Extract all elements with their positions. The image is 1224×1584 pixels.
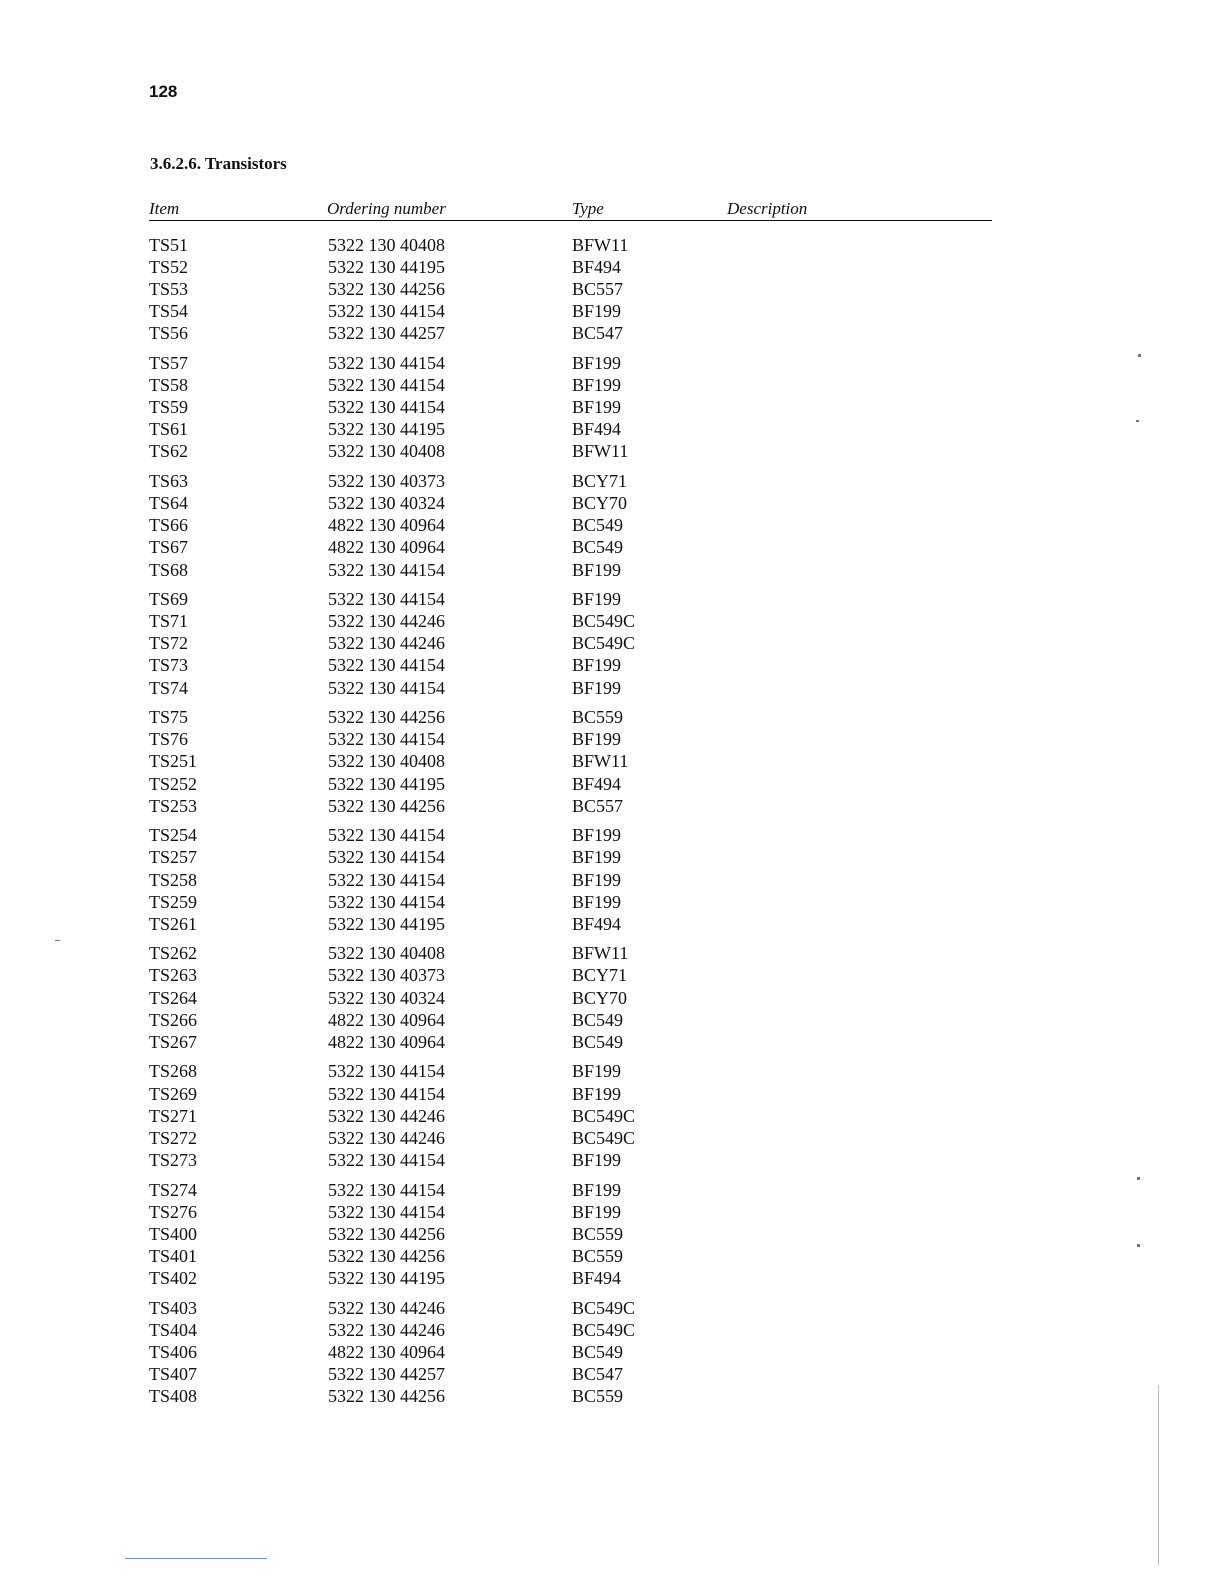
cell-item: TS257 [149, 847, 198, 868]
table-row [149, 536, 992, 558]
cell-type: BF199 [572, 353, 622, 374]
cell-item: TS68 [149, 559, 189, 580]
cell-item: TS268 [149, 1061, 198, 1082]
cell-ordering-number: 5322 130 44246 [328, 1297, 445, 1318]
table-row [149, 1363, 992, 1385]
cell-ordering-number: 5322 130 44246 [328, 633, 445, 654]
cell-ordering-number: 4822 130 40964 [328, 1341, 445, 1362]
cell-item: TS64 [149, 493, 189, 514]
row-group [149, 706, 992, 816]
scan-speck [1137, 1244, 1140, 1247]
cell-ordering-number: 5322 130 44154 [328, 1179, 445, 1200]
cell-ordering-number: 5322 130 44257 [328, 1363, 445, 1384]
cell-item: TS274 [149, 1179, 198, 1200]
cell-type: BF199 [572, 375, 622, 396]
table-row [149, 1341, 992, 1363]
cell-item: TS406 [149, 1341, 198, 1362]
cell-item: TS51 [149, 235, 189, 255]
cell-ordering-number: 5322 130 44195 [328, 773, 445, 794]
cell-type: BCY71 [572, 471, 628, 492]
cell-ordering-number: 5322 130 44154 [328, 655, 445, 676]
cell-type: BC549 [572, 1009, 624, 1030]
cell-ordering-number: 5322 130 44154 [328, 847, 445, 868]
cell-type: BF199 [572, 847, 622, 868]
table-row [149, 440, 992, 462]
cell-type: BC549C [572, 611, 636, 632]
scan-speck [1138, 354, 1141, 357]
scan-speck [55, 940, 60, 941]
column-header-ordering-number: Ordering number [327, 199, 446, 218]
cell-ordering-number: 4822 130 40964 [328, 537, 445, 558]
cell-item: TS63 [149, 471, 189, 492]
cell-item: TS271 [149, 1105, 198, 1126]
cell-type: BF199 [572, 1179, 622, 1200]
cell-item: TS61 [149, 419, 189, 440]
cell-ordering-number: 5322 130 40324 [328, 987, 445, 1008]
row-group [149, 942, 992, 1052]
cell-type: BF199 [572, 729, 622, 750]
cell-ordering-number: 5322 130 44256 [328, 279, 445, 300]
cell-item: TS71 [149, 611, 189, 632]
cell-type: BC559 [572, 1245, 624, 1266]
cell-type: BF494 [572, 1267, 622, 1288]
cell-item: TS62 [149, 441, 189, 462]
cell-type: BF199 [572, 559, 622, 580]
cell-ordering-number: 5322 130 44154 [328, 559, 445, 580]
cell-type: BC559 [572, 707, 624, 728]
row-group [149, 234, 992, 344]
column-header-item: Item [149, 199, 180, 218]
cell-item: TS72 [149, 633, 189, 654]
cell-ordering-number: 5322 130 40408 [328, 751, 445, 772]
cell-item: TS262 [149, 943, 198, 964]
cell-type: BF199 [572, 301, 622, 322]
cell-item: TS259 [149, 891, 198, 912]
cell-type: BC559 [572, 1385, 624, 1406]
cell-item: TS73 [149, 655, 189, 676]
cell-type: BCY70 [572, 493, 628, 514]
cell-type: BF199 [572, 869, 622, 890]
cell-item: TS273 [149, 1149, 198, 1170]
cell-type: BF199 [572, 1061, 622, 1082]
cell-ordering-number: 5322 130 40324 [328, 493, 445, 514]
cell-type: BF199 [572, 1201, 622, 1222]
cell-ordering-number: 5322 130 40408 [328, 943, 445, 964]
table-header [149, 196, 992, 221]
table-row [149, 396, 992, 418]
cell-item: TS254 [149, 825, 198, 846]
table-row [149, 654, 992, 676]
cell-ordering-number: 5322 130 44257 [328, 323, 445, 344]
cell-type: BCY70 [572, 987, 628, 1008]
cell-type: BC547 [572, 1363, 624, 1384]
table-row [149, 942, 992, 964]
cell-ordering-number: 5322 130 40373 [328, 471, 445, 492]
table-row [149, 374, 992, 396]
cell-type: BC549C [572, 1297, 636, 1318]
cell-item: TS251 [149, 751, 198, 772]
cell-item: TS276 [149, 1201, 198, 1222]
cell-ordering-number: 4822 130 40964 [328, 1009, 445, 1030]
table-row [149, 1223, 992, 1245]
cell-item: TS252 [149, 773, 198, 794]
table-row [149, 1297, 992, 1319]
table-row [149, 1149, 992, 1171]
table-row [149, 795, 992, 817]
cell-type: BC557 [572, 795, 624, 816]
table-row [149, 632, 992, 654]
table-row [149, 352, 992, 374]
cell-type: BC549C [572, 1127, 636, 1148]
table-row [149, 322, 992, 344]
cell-type: BF494 [572, 773, 622, 794]
cell-type: BFW11 [572, 441, 629, 462]
cell-ordering-number: 5322 130 44256 [328, 707, 445, 728]
cell-ordering-number: 5322 130 44246 [328, 1127, 445, 1148]
cell-item: TS58 [149, 375, 189, 396]
cell-ordering-number: 5322 130 44154 [328, 869, 445, 890]
page-number: 128 [149, 82, 178, 101]
table-row [149, 728, 992, 750]
cell-type: BF494 [572, 913, 622, 934]
row-group [149, 1297, 992, 1407]
table-row [149, 846, 992, 868]
cell-ordering-number: 5322 130 44195 [328, 257, 445, 278]
column-header-type: Type [572, 199, 604, 218]
cell-ordering-number: 5322 130 44154 [328, 397, 445, 418]
table-row [149, 1245, 992, 1267]
footnote-rule [125, 1558, 267, 1559]
cell-ordering-number: 5322 130 44154 [328, 301, 445, 322]
section-title: 3.6.2.6. Transistors [150, 154, 287, 173]
table-row [149, 1105, 992, 1127]
cell-type: BC549 [572, 1341, 624, 1362]
table-row [149, 1031, 992, 1053]
cell-item: TS263 [149, 965, 198, 986]
cell-item: TS264 [149, 987, 198, 1008]
cell-ordering-number: 5322 130 44256 [328, 1245, 445, 1266]
cell-ordering-number: 5322 130 40408 [328, 441, 445, 462]
row-group [149, 1179, 992, 1289]
table-row [149, 869, 992, 891]
cell-ordering-number: 5322 130 44246 [328, 611, 445, 632]
table-row [149, 256, 992, 278]
cell-type: BC549 [572, 1031, 624, 1052]
cell-item: TS54 [149, 301, 189, 322]
cell-type: BC557 [572, 279, 624, 300]
cell-type: BCY71 [572, 965, 628, 986]
table-row [149, 588, 992, 610]
cell-item: TS53 [149, 279, 189, 300]
cell-ordering-number: 5322 130 44246 [328, 1319, 445, 1340]
cell-ordering-number: 5322 130 44154 [328, 677, 445, 698]
table-row [149, 1385, 992, 1407]
cell-item: TS75 [149, 707, 189, 728]
cell-item: TS69 [149, 589, 189, 610]
table-row [149, 750, 992, 772]
cell-item: TS269 [149, 1083, 198, 1104]
table-row [149, 773, 992, 795]
cell-item: TS253 [149, 795, 198, 816]
parts-table [149, 234, 992, 1415]
cell-item: TS57 [149, 353, 189, 374]
table-row [149, 913, 992, 935]
cell-ordering-number: 5322 130 44256 [328, 1223, 445, 1244]
cell-type: BC549 [572, 515, 624, 536]
cell-type: BC547 [572, 323, 624, 344]
cell-ordering-number: 5322 130 44154 [328, 353, 445, 374]
cell-type: BFW11 [572, 235, 629, 255]
table-row [149, 706, 992, 728]
cell-item: TS403 [149, 1297, 198, 1318]
cell-ordering-number: 5322 130 44246 [328, 1105, 445, 1126]
table-row [149, 470, 992, 492]
cell-item: TS272 [149, 1127, 198, 1148]
table-row [149, 492, 992, 514]
table-row [149, 1127, 992, 1149]
cell-type: BC549C [572, 1319, 636, 1340]
cell-type: BFW11 [572, 751, 629, 772]
cell-item: TS400 [149, 1223, 198, 1244]
table-row [149, 987, 992, 1009]
cell-ordering-number: 4822 130 40964 [328, 515, 445, 536]
cell-type: BC549C [572, 633, 636, 654]
table-row [149, 824, 992, 846]
cell-type: BF494 [572, 257, 622, 278]
cell-ordering-number: 5322 130 44154 [328, 1201, 445, 1222]
cell-ordering-number: 5322 130 44195 [328, 913, 445, 934]
table-row [149, 677, 992, 699]
scan-margin-line [1158, 1385, 1159, 1565]
table-row [149, 418, 992, 440]
cell-item: TS404 [149, 1319, 198, 1340]
cell-item: TS402 [149, 1267, 198, 1288]
table-row [149, 1060, 992, 1082]
table-row [149, 1009, 992, 1031]
cell-ordering-number: 5322 130 40373 [328, 965, 445, 986]
row-group [149, 1060, 992, 1170]
cell-item: TS258 [149, 869, 198, 890]
scan-speck [1137, 1177, 1140, 1180]
table-row [149, 964, 992, 986]
cell-type: BC549C [572, 1105, 636, 1126]
cell-type: BF199 [572, 677, 622, 698]
cell-type: BF199 [572, 397, 622, 418]
cell-type: BF199 [572, 589, 622, 610]
cell-item: TS267 [149, 1031, 198, 1052]
cell-ordering-number: 5322 130 44154 [328, 729, 445, 750]
table-row [149, 559, 992, 581]
cell-item: TS66 [149, 515, 189, 536]
cell-ordering-number: 5322 130 40408 [328, 235, 445, 255]
table-row [149, 514, 992, 536]
cell-ordering-number: 5322 130 44154 [328, 1061, 445, 1082]
cell-ordering-number: 4822 130 40964 [328, 1031, 445, 1052]
cell-ordering-number: 5322 130 44256 [328, 1385, 445, 1406]
cell-ordering-number: 5322 130 44154 [328, 1149, 445, 1170]
cell-type: BF199 [572, 655, 622, 676]
table-row [149, 234, 992, 256]
cell-item: TS408 [149, 1385, 198, 1406]
cell-ordering-number: 5322 130 44154 [328, 1083, 445, 1104]
cell-ordering-number: 5322 130 44195 [328, 419, 445, 440]
scan-speck [1136, 420, 1139, 422]
table-row [149, 891, 992, 913]
cell-ordering-number: 5322 130 44256 [328, 795, 445, 816]
cell-item: TS74 [149, 677, 189, 698]
table-row [149, 1201, 992, 1223]
table-row [149, 1179, 992, 1201]
cell-type: BC549 [572, 537, 624, 558]
table-row [149, 278, 992, 300]
cell-ordering-number: 5322 130 44154 [328, 891, 445, 912]
table-row [149, 1083, 992, 1105]
cell-item: TS76 [149, 729, 189, 750]
table-row [149, 610, 992, 632]
cell-type: BFW11 [572, 943, 629, 964]
cell-item: TS261 [149, 913, 198, 934]
row-group [149, 824, 992, 934]
table-row [149, 300, 992, 322]
cell-type: BF494 [572, 419, 622, 440]
row-group [149, 352, 992, 462]
cell-ordering-number: 5322 130 44154 [328, 589, 445, 610]
cell-type: BF199 [572, 1149, 622, 1170]
cell-type: BF199 [572, 1083, 622, 1104]
cell-item: TS52 [149, 257, 189, 278]
cell-item: TS67 [149, 537, 189, 558]
row-group [149, 470, 992, 580]
cell-ordering-number: 5322 130 44154 [328, 375, 445, 396]
table-row [149, 1267, 992, 1289]
table-row [149, 1319, 992, 1341]
row-group [149, 588, 992, 698]
column-header-description: Description [727, 199, 808, 218]
cell-type: BF199 [572, 891, 622, 912]
cell-item: TS401 [149, 1245, 198, 1266]
cell-item: TS56 [149, 323, 189, 344]
cell-ordering-number: 5322 130 44154 [328, 825, 445, 846]
cell-item: TS59 [149, 397, 189, 418]
cell-type: BC559 [572, 1223, 624, 1244]
cell-ordering-number: 5322 130 44195 [328, 1267, 445, 1288]
cell-type: BF199 [572, 825, 622, 846]
cell-item: TS266 [149, 1009, 198, 1030]
cell-item: TS407 [149, 1363, 198, 1384]
